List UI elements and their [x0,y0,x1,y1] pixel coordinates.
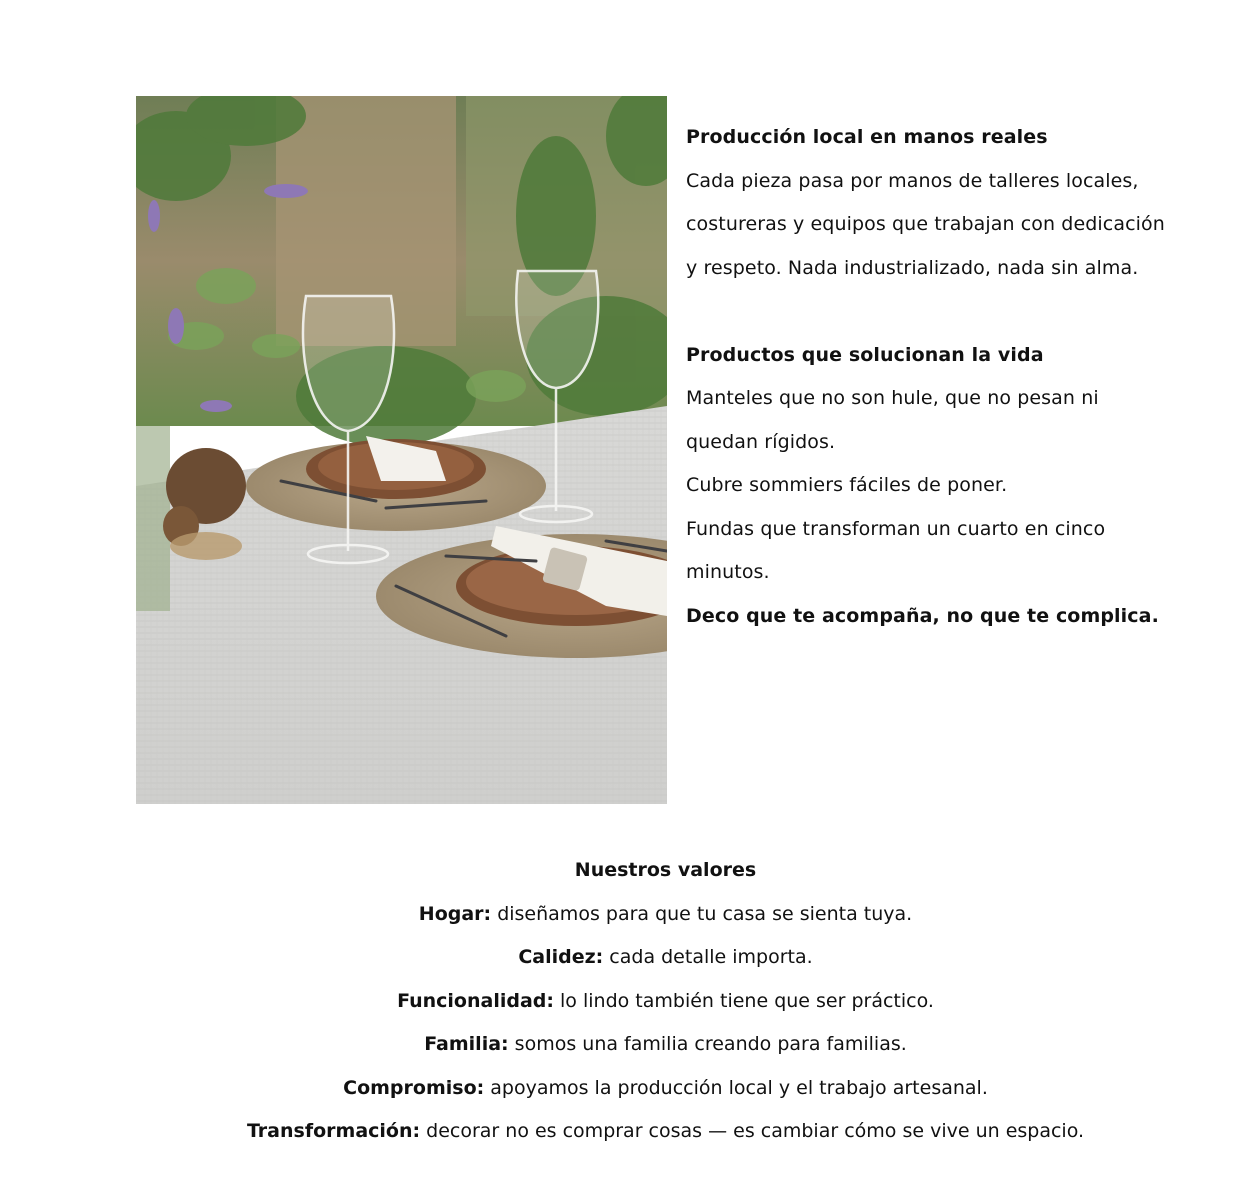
section-title-local: Producción local en manos reales [686,126,1048,148]
value-item [0,1023,1241,1067]
about-copy [686,116,1216,638]
value-label: Hogar: [418,902,492,925]
value-text: lo lindo también tiene que ser práctico. [553,989,934,1012]
values-title: Nuestros valores [574,859,757,881]
value-item [0,1067,1241,1111]
value-item [0,1110,1241,1154]
body-line: costureras y equipos que trabajan con dedicación [686,213,1165,235]
body-line: quedan rígidos. [686,430,836,453]
value-label: Familia: [424,1033,509,1055]
spacer [686,290,1216,334]
body-line: Cada pieza pasa por manos de talleres locales, [686,169,1139,192]
closing-line: Deco que te acompaña, no que te complica. [686,604,1159,627]
table-setting-illustration [136,96,667,804]
body-line: Cubre sommiers fáciles de poner. [686,474,1008,496]
value-item [0,980,1241,1024]
values-section [0,849,1241,1154]
value-label: Calidez: [518,946,604,968]
body-line: minutos. [686,561,770,583]
value-text: diseñamos para que tu casa se sienta tuya. [491,902,913,925]
table-setting-photo [136,96,667,804]
body-line: Fundas que transforman un cuarto en cinco [686,517,1106,540]
value-label: Compromiso: [343,1076,485,1099]
value-text: apoyamos la producción local y el trabajo artesanal. [484,1076,988,1099]
value-item [0,936,1241,980]
value-text: somos una familia creando para familias. [508,1033,907,1055]
value-item [0,893,1241,937]
value-text: decorar no es comprar cosas — es cambiar cómo se vive un espacio. [420,1120,1085,1142]
value-text: cada detalle importa. [603,946,813,968]
value-label: Transformación: [246,1120,421,1142]
body-line: y respeto. Nada industrializado, nada sin alma. [686,256,1139,279]
section-title-products: Productos que solucionan la vida [686,343,1044,366]
value-label: Funcionalidad: [397,989,554,1012]
body-line: Manteles que no son hule, que no pesan ni [686,387,1099,409]
